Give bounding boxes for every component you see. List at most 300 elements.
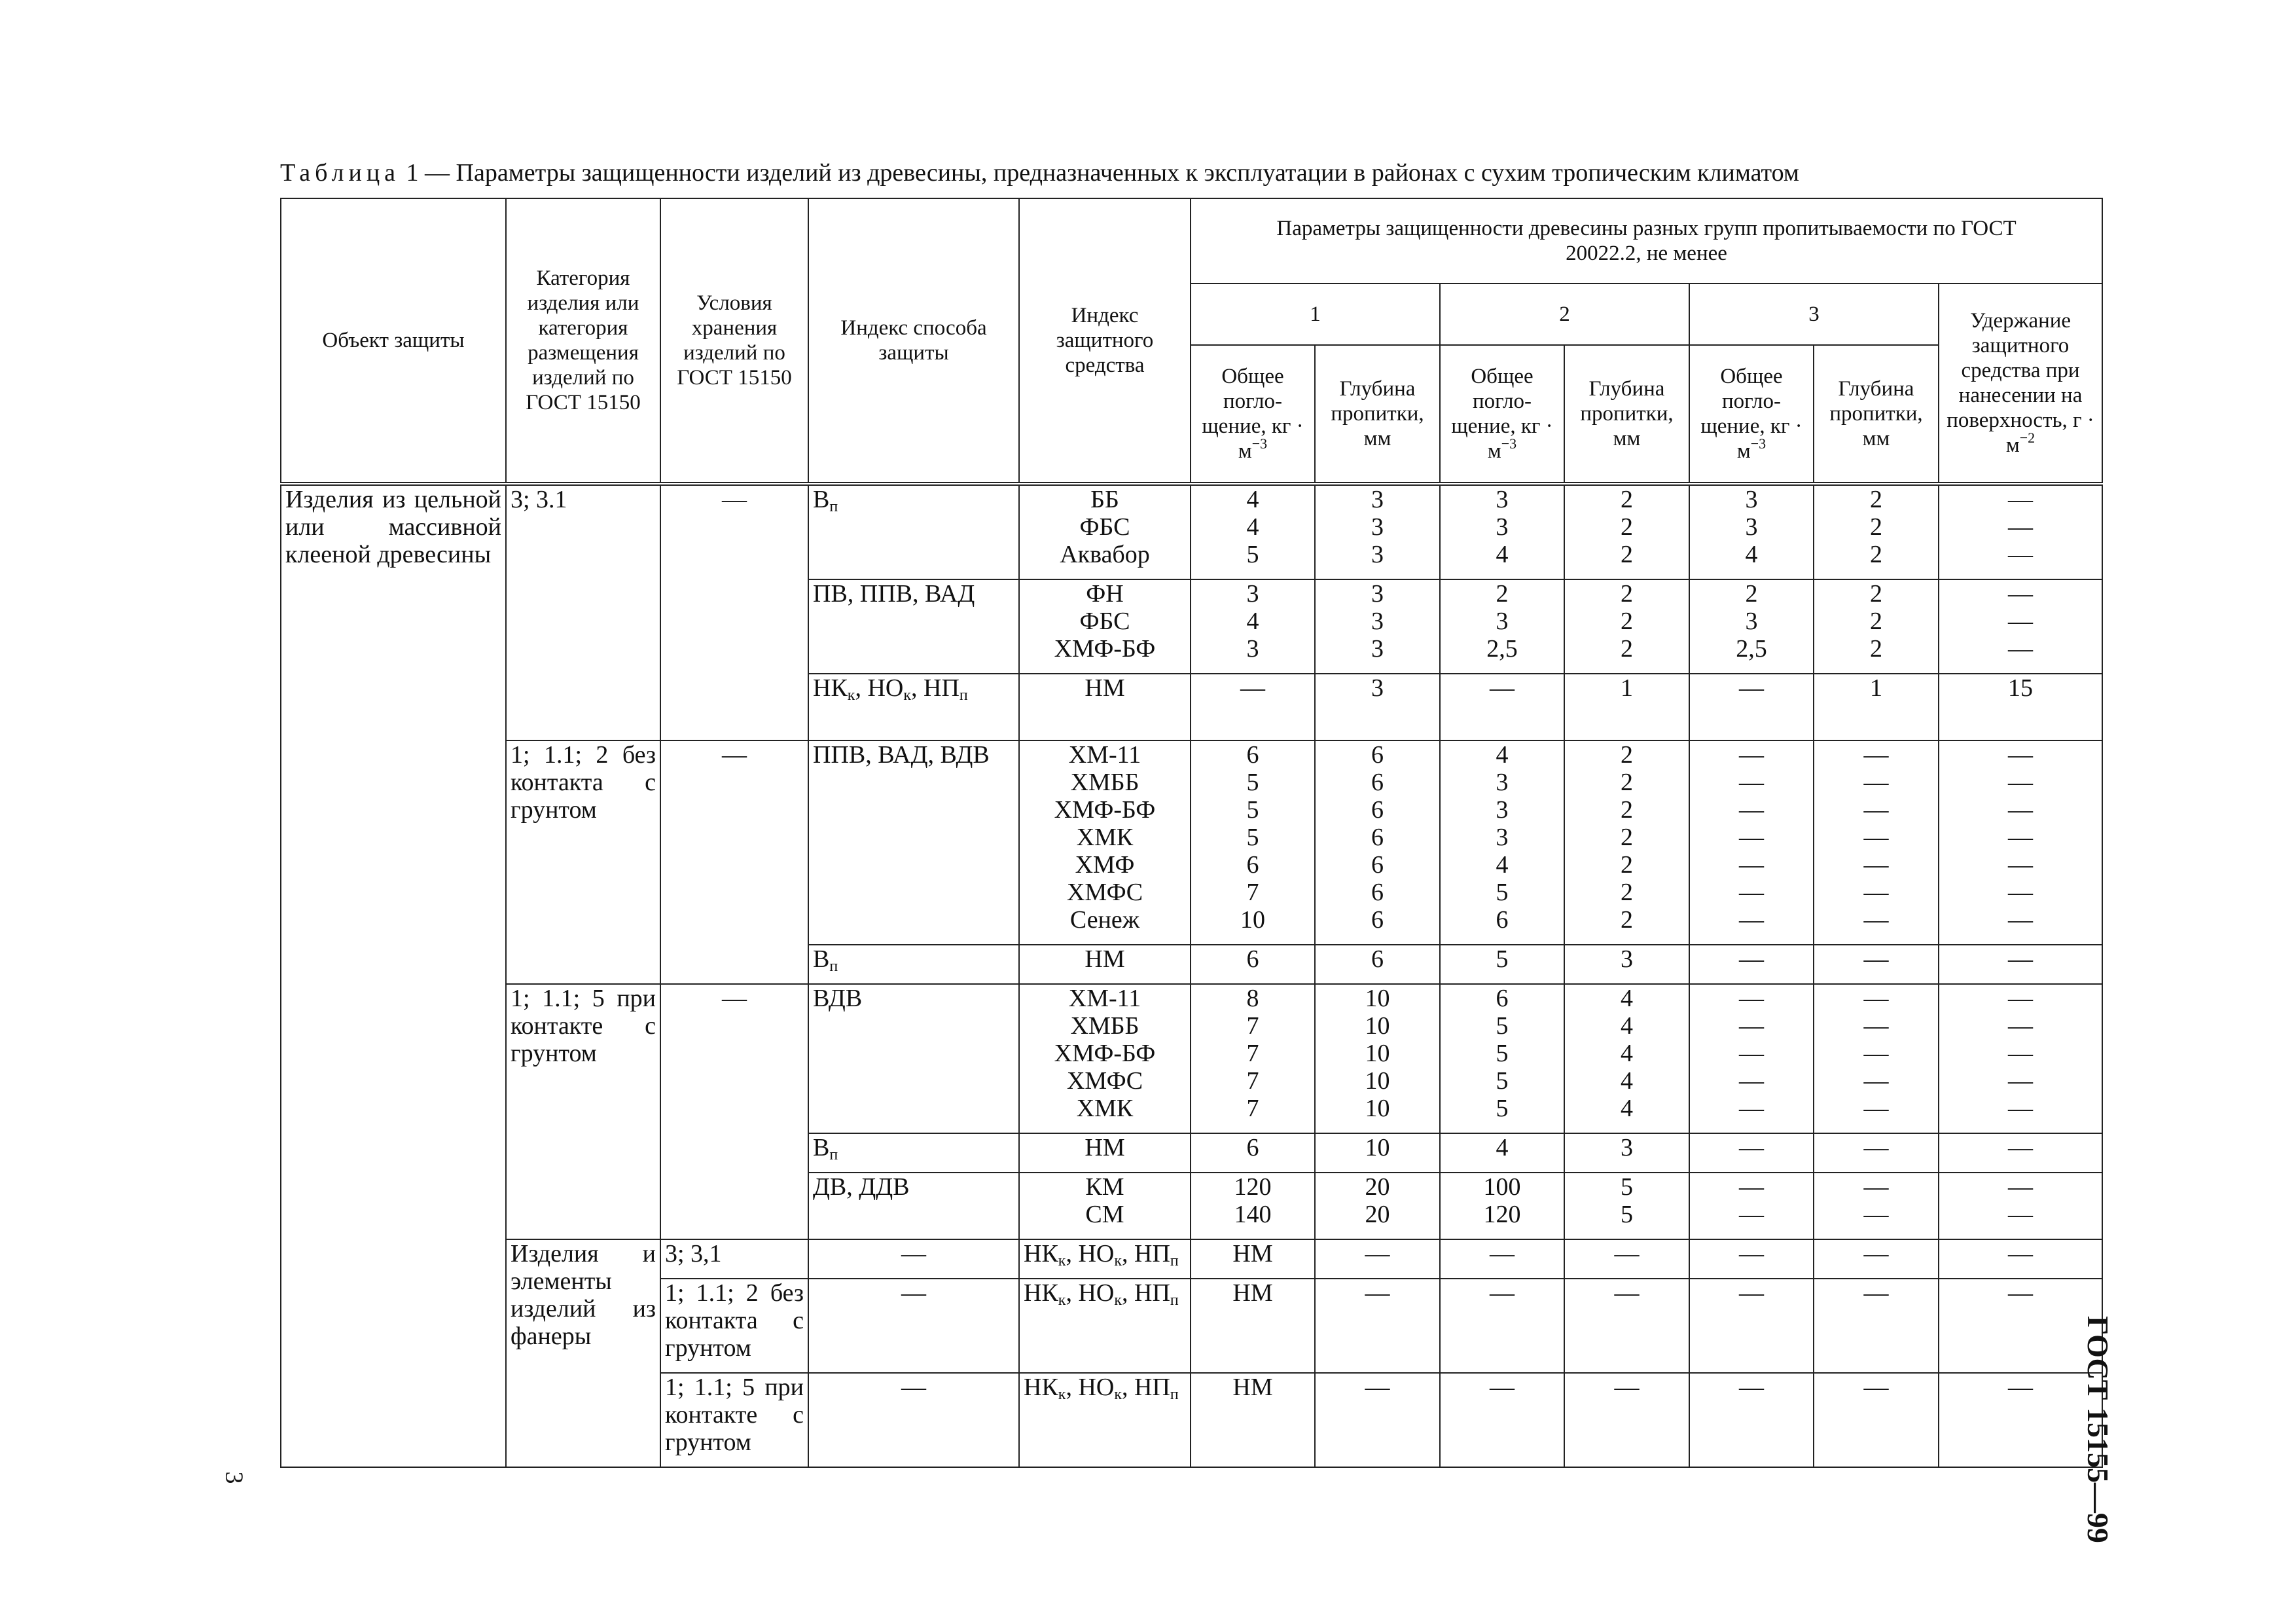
header-depth-3: Глубина пропитки, мм <box>1814 345 1939 484</box>
cell-value: — <box>1863 1279 1889 1307</box>
cell-value: — <box>2008 1173 2034 1201</box>
cell-value: 2 <box>1621 824 1633 851</box>
table-row <box>281 740 2102 945</box>
cell-value: — <box>2008 796 2034 824</box>
cell-value: 5 <box>1496 1012 1509 1040</box>
cell-value: 6 <box>1246 1134 1259 1161</box>
cell-value: 4 <box>1745 541 1758 568</box>
storage-cell: — <box>660 984 808 1239</box>
cell-value: 4 <box>1496 541 1509 568</box>
uptake-1-cell <box>1191 1173 1315 1239</box>
cell-value: 5 <box>1496 945 1509 973</box>
header-category: Категория изделия или категория размещения изделий по ГОСТ 15150 <box>506 198 660 484</box>
cell-value: 10 <box>1240 906 1265 934</box>
uptake-1-cell <box>1315 1373 1440 1467</box>
cell-value: ХМ-11 <box>1068 741 1141 769</box>
depth-3-cell <box>1814 945 1939 984</box>
uptake-1-cell <box>1191 984 1315 1133</box>
cell-value: — <box>1863 1201 1889 1228</box>
cell-value: 6 <box>1371 741 1384 769</box>
header-uptake-1: Общее погло-щение, кг · $м^{-3}$ <box>1191 345 1315 484</box>
cell-value: ХМФ-БФ <box>1054 796 1156 824</box>
cell-value: 2 <box>1621 769 1633 796</box>
uptake-1-cell <box>1315 1279 1440 1373</box>
cell-value: 3 <box>1496 824 1509 851</box>
cell-value: 5 <box>1496 1095 1509 1122</box>
method-cell: $НК_к$, $НО_к$, $НП_п$ <box>808 674 1019 740</box>
depth-1-cell <box>1440 1373 1564 1467</box>
header-agent: Индекс защитного средства <box>1019 198 1191 484</box>
header-retention: Удержание защитного средства при нанесении на поверхность, $г \cdot м^{-2}$ <box>1939 283 2102 484</box>
cell-value: — <box>2008 486 2034 513</box>
cell-value: — <box>1863 1240 1889 1267</box>
header-storage: Условия хранения изделий по ГОСТ 15150 <box>660 198 808 484</box>
uptake-2-cell <box>1440 1173 1564 1239</box>
cell-value: — <box>1863 1040 1889 1067</box>
cell-value: 7 <box>1246 879 1259 906</box>
cell-value: СМ <box>1085 1201 1124 1228</box>
cell-value: 3 <box>1496 796 1509 824</box>
retention-cell <box>1939 1173 2102 1239</box>
cell-value: — <box>1739 906 1764 934</box>
category-cell: 1; 1.1; 5 при контакте с грунтом <box>506 984 660 1239</box>
header-uptake-3: Общее погло-щение, кг · $м^{-3}$ <box>1689 345 1814 484</box>
cell-value: — <box>1863 906 1889 934</box>
depth-1-cell <box>1315 740 1440 945</box>
protection-parameters-table <box>280 198 2103 1468</box>
cell-value: 5 <box>1246 541 1259 568</box>
cell-value: ХМ-11 <box>1068 985 1141 1012</box>
category-cell: 1; 1.1; 2 без контакта с грунтом <box>506 740 660 984</box>
cell-value: 1 <box>1870 674 1882 702</box>
cell-value: 2 <box>1621 906 1633 934</box>
uptake-1-cell <box>1191 674 1315 740</box>
cell-value: 6 <box>1371 769 1384 796</box>
cell-value: 3 <box>1496 486 1509 513</box>
depth-2-cell <box>1564 484 1689 579</box>
cell-value: НМ <box>1085 1134 1125 1161</box>
depth-1-cell <box>1315 945 1440 984</box>
uptake-3-cell <box>1814 1279 1939 1373</box>
cell-value: — <box>1863 824 1889 851</box>
object-plywood: Изделия и элементы изделий из фанеры <box>506 1239 660 1467</box>
cell-value: 4 <box>1621 985 1633 1012</box>
cell-value: 5 <box>1621 1173 1633 1201</box>
cell-value: 10 <box>1365 1134 1390 1161</box>
cell-value: — <box>1863 851 1889 879</box>
cell-value: 10 <box>1365 1095 1390 1122</box>
retention-cell <box>1939 984 2102 1133</box>
retention-cell <box>1939 740 2102 945</box>
cell-value: ХМББ <box>1070 1012 1139 1040</box>
retention-cell <box>1939 674 2102 740</box>
cell-value: 2 <box>1621 513 1633 541</box>
cell-value: ХМФС <box>1066 879 1143 906</box>
cell-value: — <box>1863 945 1889 973</box>
table-row <box>281 484 2102 579</box>
cell-value: — <box>1739 879 1764 906</box>
cell-value: — <box>1490 1374 1515 1401</box>
cell-value: — <box>1739 1012 1764 1040</box>
depth-2-cell <box>1689 1373 1814 1467</box>
cell-value: — <box>1863 796 1889 824</box>
depth-3-cell <box>1939 1373 2102 1467</box>
header-params: Параметры защищенности древесины разных групп пропитываемости по ГОСТ 20022.2, не менее <box>1191 198 2102 283</box>
cell-value: — <box>2008 906 2034 934</box>
cell-value: НМ <box>1232 1279 1273 1307</box>
uptake-3-cell <box>1689 579 1814 674</box>
header-depth-2: Глубина пропитки, мм <box>1564 345 1689 484</box>
cell-value: — <box>1739 945 1764 973</box>
uptake-2-cell <box>1440 674 1564 740</box>
cell-value: — <box>1739 985 1764 1012</box>
cell-value: — <box>1365 1279 1390 1307</box>
method-cell: ПВ, ППВ, ВАД <box>808 579 1019 674</box>
uptake-2-cell <box>1440 984 1564 1133</box>
cell-value: ХМФ-БФ <box>1054 635 1156 663</box>
depth-3-cell <box>1814 984 1939 1133</box>
depth-2-cell <box>1689 1239 1814 1279</box>
cell-value: — <box>1863 1095 1889 1122</box>
cell-value: 3 <box>1371 541 1384 568</box>
cell-value: 7 <box>1246 1040 1259 1067</box>
header-depth-1: Глубина пропитки, мм <box>1315 345 1440 484</box>
uptake-1-cell <box>1315 1239 1440 1279</box>
cell-value: ФН <box>1086 580 1124 608</box>
cell-value: — <box>1365 1240 1390 1267</box>
cell-value: — <box>1739 1067 1764 1095</box>
storage-cell: — <box>808 1373 1019 1467</box>
cell-value: 7 <box>1246 1095 1259 1122</box>
table-row <box>281 984 2102 1133</box>
retention-cell <box>1939 484 2102 579</box>
cell-value: Аквабор <box>1060 541 1150 568</box>
depth-2-cell <box>1564 945 1689 984</box>
depth-1-cell <box>1315 484 1440 579</box>
cell-value: НМ <box>1085 674 1125 702</box>
retention-cell <box>1939 579 2102 674</box>
cell-value: 10 <box>1365 1012 1390 1040</box>
cell-value: 5 <box>1246 769 1259 796</box>
cell-value: — <box>1490 674 1515 702</box>
agent-cell <box>1191 1239 1315 1279</box>
cell-value: 2 <box>1621 851 1633 879</box>
cell-value: НМ <box>1232 1374 1273 1401</box>
cell-value: 6 <box>1371 796 1384 824</box>
depth-2-cell <box>1564 1133 1689 1173</box>
cell-value: 6 <box>1496 906 1509 934</box>
cell-value: 3 <box>1745 513 1758 541</box>
header-object: Объект защиты <box>281 198 506 484</box>
cell-value: 3 <box>1745 486 1758 513</box>
category-cell: 3; 3.1 <box>506 484 660 740</box>
cell-value: ХМК <box>1076 824 1134 851</box>
cell-value: ФБС <box>1079 608 1130 635</box>
depth-1-cell <box>1440 1279 1564 1373</box>
cell-value: 3 <box>1496 608 1509 635</box>
uptake-1-cell <box>1191 740 1315 945</box>
cell-value: 4 <box>1496 1134 1509 1161</box>
agent-cell <box>1191 1373 1315 1467</box>
cell-value: 5 <box>1496 879 1509 906</box>
cell-value: 4 <box>1621 1095 1633 1122</box>
method-cell: ДВ, ДДВ <box>808 1173 1019 1239</box>
uptake-3-cell <box>1689 945 1814 984</box>
cell-value: 3 <box>1621 945 1633 973</box>
cell-value: 2 <box>1870 486 1882 513</box>
agent-cell <box>1019 674 1191 740</box>
depth-2-cell <box>1564 579 1689 674</box>
uptake-3-cell <box>1814 1373 1939 1467</box>
cell-value: ФБС <box>1079 513 1130 541</box>
retention-cell <box>1939 1133 2102 1173</box>
cell-value: 4 <box>1246 486 1259 513</box>
cell-value: 2 <box>1745 580 1758 608</box>
uptake-2-cell <box>1440 484 1564 579</box>
cell-value: 6 <box>1371 851 1384 879</box>
cell-value: НМ <box>1085 945 1125 973</box>
cell-value: — <box>1739 796 1764 824</box>
category-cell: 3; 3,1 <box>660 1239 808 1279</box>
agent-cell <box>1019 579 1191 674</box>
storage-cell: — <box>660 484 808 740</box>
cell-value: — <box>1490 1279 1515 1307</box>
cell-value: 5 <box>1246 796 1259 824</box>
method-cell: $В_п$ <box>808 1133 1019 1173</box>
cell-value: ХМББ <box>1070 769 1139 796</box>
cell-value: 2 <box>1621 741 1633 769</box>
cell-value: — <box>2008 824 2034 851</box>
cell-value: 5 <box>1496 1067 1509 1095</box>
agent-cell <box>1019 484 1191 579</box>
depth-3-cell <box>1939 1279 2102 1373</box>
cell-value: — <box>1863 769 1889 796</box>
cell-value: 3 <box>1371 674 1384 702</box>
cell-value: — <box>2008 1201 2034 1228</box>
agent-cell <box>1019 740 1191 945</box>
cell-value: — <box>1365 1374 1390 1401</box>
cell-value: 2 <box>1870 635 1882 663</box>
cell-value: 2 <box>1621 796 1633 824</box>
cell-value: 6 <box>1246 741 1259 769</box>
cell-value: — <box>1863 1134 1889 1161</box>
cell-value: 20 <box>1365 1201 1390 1228</box>
cell-value: 3 <box>1371 580 1384 608</box>
cell-value: — <box>1739 1173 1764 1201</box>
retention-cell <box>1939 945 2102 984</box>
cell-value: — <box>1739 769 1764 796</box>
uptake-3-cell <box>1689 1133 1814 1173</box>
cell-value: ХМФС <box>1066 1067 1143 1095</box>
cell-value: — <box>1863 879 1889 906</box>
cell-value: — <box>1739 1374 1764 1401</box>
cell-value: 7 <box>1246 1012 1259 1040</box>
cell-value: 100 <box>1483 1173 1521 1201</box>
category-cell: 1; 1.1; 2 без контакта с грунтом <box>660 1279 808 1373</box>
depth-3-cell <box>1814 1133 1939 1173</box>
cell-value: 3 <box>1496 513 1509 541</box>
cell-value: — <box>1739 741 1764 769</box>
depth-1-cell <box>1315 579 1440 674</box>
cell-value: — <box>1240 674 1265 702</box>
cell-value: — <box>2008 985 2034 1012</box>
cell-value: — <box>1739 674 1764 702</box>
table-row <box>281 1239 2102 1279</box>
cell-value: 10 <box>1365 1040 1390 1067</box>
cell-value: НМ <box>1232 1240 1273 1267</box>
cell-value: — <box>1739 824 1764 851</box>
cell-value: 2 <box>1621 879 1633 906</box>
cell-value: — <box>1863 1012 1889 1040</box>
cell-value: 4 <box>1621 1067 1633 1095</box>
depth-3-cell <box>1814 1173 1939 1239</box>
cell-value: — <box>2008 1040 2034 1067</box>
depth-3-cell <box>1814 484 1939 579</box>
agent-cell <box>1019 945 1191 984</box>
cell-value: 10 <box>1365 985 1390 1012</box>
uptake-1-cell <box>1191 1133 1315 1173</box>
cell-value: 6 <box>1496 985 1509 1012</box>
cell-value: — <box>2008 513 2034 541</box>
uptake-2-cell <box>1564 1239 1689 1279</box>
cell-value: 3 <box>1496 769 1509 796</box>
cell-value: — <box>1739 1040 1764 1067</box>
cell-value: 5 <box>1246 824 1259 851</box>
header-group-1: 1 <box>1191 283 1440 345</box>
cell-value: 1 <box>1621 674 1633 702</box>
uptake-2-cell <box>1564 1279 1689 1373</box>
cell-value: 3 <box>1745 608 1758 635</box>
uptake-2-cell <box>1440 579 1564 674</box>
cell-value: 3 <box>1371 635 1384 663</box>
cell-value: — <box>1863 741 1889 769</box>
cell-value: 2 <box>1870 580 1882 608</box>
cell-value: — <box>1739 1134 1764 1161</box>
cell-value: 6 <box>1246 851 1259 879</box>
cell-value: 4 <box>1621 1040 1633 1067</box>
cell-value: 2 <box>1621 541 1633 568</box>
storage-cell: — <box>808 1239 1019 1279</box>
cell-value: 2 <box>1621 580 1633 608</box>
uptake-2-cell <box>1564 1373 1689 1467</box>
header-group-3: 3 <box>1689 283 1939 345</box>
cell-value: — <box>1739 851 1764 879</box>
cell-value: — <box>1614 1240 1640 1267</box>
cell-value: Сенеж <box>1069 906 1140 934</box>
uptake-3-cell <box>1689 1173 1814 1239</box>
cell-value: 4 <box>1246 608 1259 635</box>
cell-value: 6 <box>1246 945 1259 973</box>
depth-3-cell <box>1814 579 1939 674</box>
depth-2-cell <box>1564 740 1689 945</box>
method-cell: $НК_к$, $НО_к$, $НП_п$ <box>1019 1279 1191 1373</box>
cell-value: — <box>1739 1095 1764 1122</box>
header-uptake-2: Общее погло-щение, кг · $м^{-3}$ <box>1440 345 1564 484</box>
uptake-3-cell <box>1689 740 1814 945</box>
cell-value: 140 <box>1234 1201 1272 1228</box>
cell-value: 2 <box>1621 486 1633 513</box>
cell-value: — <box>2008 1374 2034 1401</box>
method-cell: $В_п$ <box>808 484 1019 579</box>
cell-value: ББ <box>1090 486 1119 513</box>
cell-value: 5 <box>1621 1201 1633 1228</box>
agent-cell <box>1019 1133 1191 1173</box>
cell-value: 6 <box>1371 824 1384 851</box>
cell-value: 2 <box>1496 580 1509 608</box>
cell-value: ХМФ-БФ <box>1054 1040 1156 1067</box>
uptake-1-cell <box>1191 945 1315 984</box>
cell-value: 120 <box>1483 1201 1521 1228</box>
cell-value: — <box>2008 1240 2034 1267</box>
cell-value: — <box>2008 1012 2034 1040</box>
header-group-2: 2 <box>1440 283 1689 345</box>
cell-value: — <box>2008 741 2034 769</box>
cell-value: 5 <box>1496 1040 1509 1067</box>
cell-value: — <box>1863 1374 1889 1401</box>
cell-value: 2 <box>1870 541 1882 568</box>
depth-2-cell <box>1564 984 1689 1133</box>
cell-value: — <box>1739 1240 1764 1267</box>
agent-cell <box>1191 1279 1315 1373</box>
uptake-2-cell <box>1440 1133 1564 1173</box>
table-caption <box>280 158 2178 188</box>
cell-value: — <box>2008 1095 2034 1122</box>
cell-value: — <box>2008 879 2034 906</box>
cell-value: — <box>1490 1240 1515 1267</box>
cell-value: 10 <box>1365 1067 1390 1095</box>
cell-value: 2,5 <box>1736 635 1767 663</box>
method-cell: $НК_к$, $НО_к$, $НП_п$ <box>1019 1373 1191 1467</box>
header-method: Индекс способа защиты <box>808 198 1019 484</box>
depth-3-cell <box>1814 674 1939 740</box>
page-number: 3 <box>220 1471 248 1484</box>
cell-value: ХМФ <box>1075 851 1135 879</box>
cell-value: 20 <box>1365 1173 1390 1201</box>
cell-value: 3 <box>1371 486 1384 513</box>
cell-value: 3 <box>1371 513 1384 541</box>
cell-value: 2,5 <box>1486 635 1518 663</box>
uptake-3-cell <box>1689 484 1814 579</box>
cell-value: — <box>2008 1134 2034 1161</box>
uptake-2-cell <box>1440 740 1564 945</box>
method-cell: ППВ, ВАД, ВДВ <box>808 740 1019 945</box>
cell-value: — <box>2008 1279 2034 1307</box>
cell-value: — <box>2008 769 2034 796</box>
cell-value: 6 <box>1371 879 1384 906</box>
cell-value: 6 <box>1371 945 1384 973</box>
cell-value: 3 <box>1246 580 1259 608</box>
uptake-2-cell <box>1440 945 1564 984</box>
depth-1-cell <box>1315 984 1440 1133</box>
gost-code: ГОСТ 15155—99 <box>2081 1316 2115 1543</box>
cell-value: — <box>1863 1067 1889 1095</box>
cell-value: — <box>2008 541 2034 568</box>
depth-1-cell <box>1440 1239 1564 1279</box>
cell-value: 3 <box>1246 635 1259 663</box>
cell-value: — <box>1863 985 1889 1012</box>
cell-value: 4 <box>1246 513 1259 541</box>
cell-value: — <box>2008 945 2034 973</box>
depth-1-cell <box>1315 674 1440 740</box>
cell-value: 2 <box>1621 608 1633 635</box>
cell-value: — <box>2008 608 2034 635</box>
uptake-1-cell <box>1191 579 1315 674</box>
cell-value: — <box>2008 1067 2034 1095</box>
cell-value: — <box>1863 1173 1889 1201</box>
cell-value: 2 <box>1870 608 1882 635</box>
cell-value: 4 <box>1496 851 1509 879</box>
depth-3-cell <box>1939 1239 2102 1279</box>
